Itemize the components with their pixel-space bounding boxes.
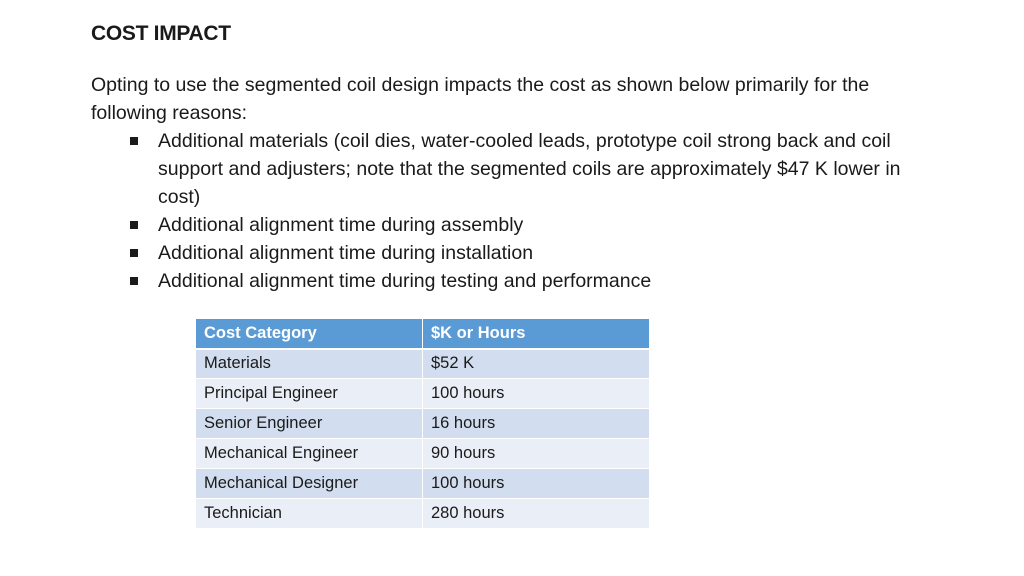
table-cell-category: Materials [196,349,423,379]
list-item-text: Additional alignment time during installation [158,242,534,264]
table-row [196,499,650,529]
table-cell-value: 100 hours [423,379,650,409]
square-bullet-icon [130,137,138,145]
table-row [196,439,650,469]
list-item-text: Additional alignment time during assembly [158,214,524,236]
table-cell-category: Mechanical Engineer [196,439,423,469]
list-item [130,127,930,211]
list-item [130,211,930,239]
table-cell-value: $52 K [423,349,650,379]
table-cell-value: 90 hours [423,439,650,469]
square-bullet-icon [130,221,138,229]
table-row [196,409,650,439]
table-cell-value: 16 hours [423,409,650,439]
table-row [196,469,650,499]
square-bullet-icon [130,277,138,285]
column-header-cost-category: Cost Category [196,319,423,349]
page-title: COST IMPACT [91,22,231,45]
table-cell-category: Senior Engineer [196,409,423,439]
column-header-k-or-hours: $K or Hours [423,319,650,349]
square-bullet-icon [130,249,138,257]
list-item [130,267,930,295]
table-cell-category: Principal Engineer [196,379,423,409]
table-row [196,349,650,379]
table-header-row [196,319,650,349]
list-item [130,239,930,267]
list-item-text: Additional alignment time during testing and performance [158,270,652,292]
cost-table [195,318,650,529]
table-cell-value: 280 hours [423,499,650,529]
list-item-text: Additional materials (coil dies, water-cooled leads, prototype coil strong back and coil support and adjusters; note that the segmented coils are approximately $47 K lower in cost) [158,130,901,208]
table-cell-category: Technician [196,499,423,529]
intro-paragraph: Opting to use the segmented coil design impacts the cost as shown below primarily for the following reasons: [91,74,870,124]
reasons-list [130,127,930,295]
table-cell-value: 100 hours [423,469,650,499]
table-cell-category: Mechanical Designer [196,469,423,499]
table-row [196,379,650,409]
